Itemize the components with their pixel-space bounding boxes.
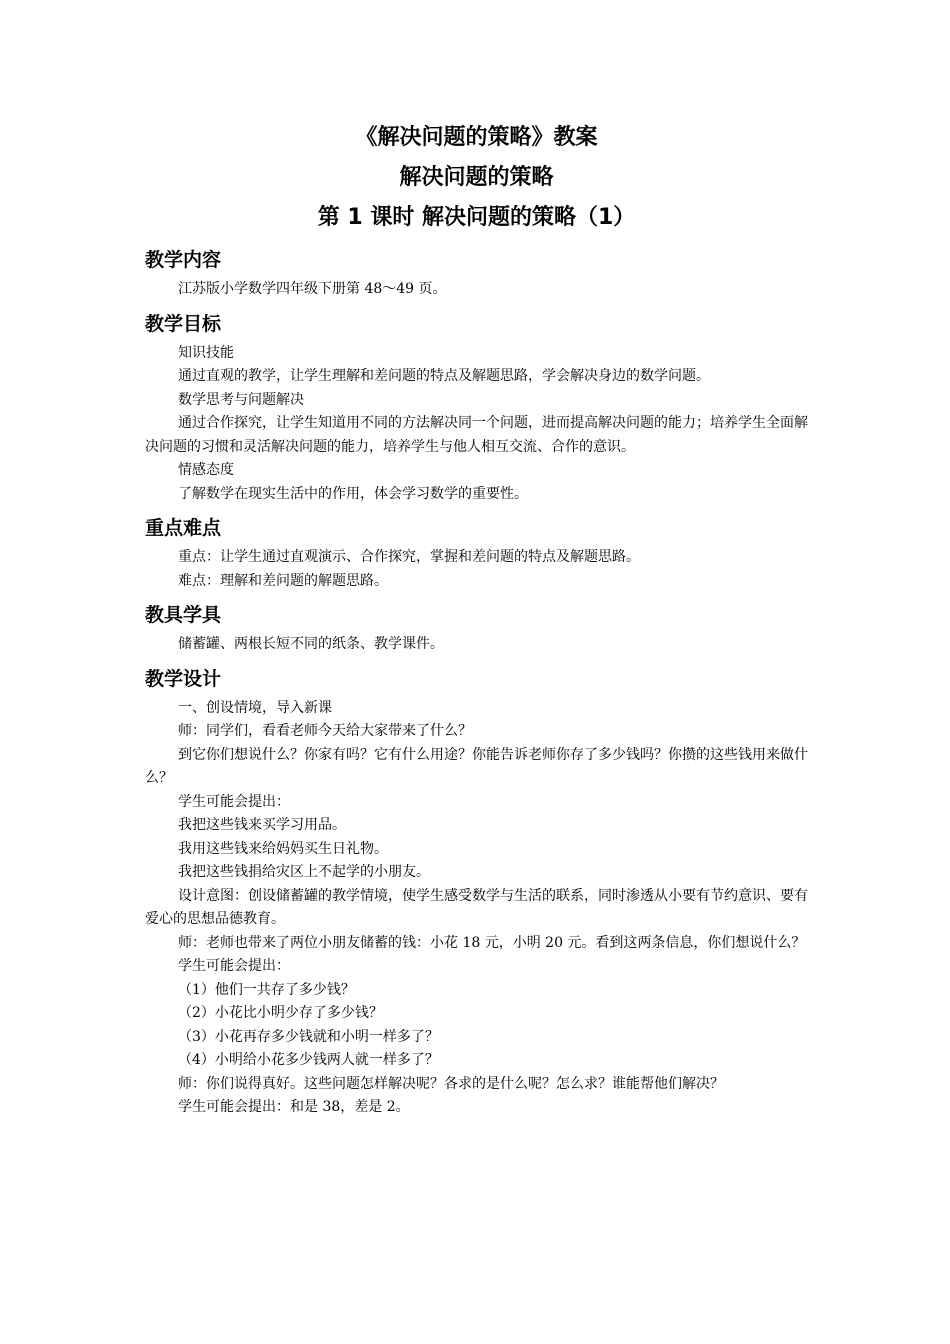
section-heading: 教学内容 xyxy=(145,249,222,271)
paragraph: 我把这些钱来买学习用品。 xyxy=(178,817,346,833)
paragraph: （1）他们一共存了多少钱？ xyxy=(178,981,355,998)
paragraph: 知识技能 xyxy=(178,344,234,361)
section-heading: 教具学具 xyxy=(145,604,222,626)
paragraph: 江苏版小学数学四年级下册第 48～49 页。 xyxy=(178,281,447,297)
paragraph: 我把这些钱捐给灾区上不起学的小朋友。 xyxy=(178,864,430,880)
paragraph: 师：你们说得真好。这些问题怎样解决呢？各求的是什么呢？怎么求？谁能帮他们解决？ xyxy=(178,1075,724,1092)
lesson-title: 第 1 课时 解决问题的策略（1） xyxy=(317,205,636,230)
paragraph: 数学思考与问题解决 xyxy=(178,391,304,408)
paragraph: 师：老师也带来了两位小朋友储蓄的钱：小花 18 元，小明 20 元。看到这两条信息，你们想说什么？ xyxy=(178,934,806,951)
paragraph: 学生可能会提出： xyxy=(178,958,290,974)
section-teaching-design xyxy=(145,665,808,1120)
paragraph: 重点：让学生通过直观演示、合作探究，掌握和差问题的特点及解题思路。 xyxy=(178,549,640,565)
paragraph: 难点：理解和差问题的解题思路。 xyxy=(178,572,388,589)
paragraph: 师：同学们，看看老师今天给大家带来了什么？ xyxy=(178,723,472,739)
paragraph: 情感态度 xyxy=(178,462,234,478)
paragraph: 到它你们想说什么？你家有吗？它有什么用途？你能告诉老师你存了多少钱吗？你攒的这些钱用来做什么？ xyxy=(145,746,808,786)
document-subtitle: 解决问题的策略 xyxy=(399,165,554,190)
section-heading: 教学设计 xyxy=(145,667,222,690)
paragraph: 了解数学在现实生活中的作用，体会学习数学的重要性。 xyxy=(178,485,528,502)
paragraph: 通过合作探究，让学生知道用不同的方法解决同一个问题，进而提高解决问题的能力；培养学生全面解决问题的习惯和灵活解决问题的能力，培养学生与他人相互交流、合作的意识。 xyxy=(145,415,808,455)
paragraph: 我用这些钱来给妈妈买生日礼物。 xyxy=(178,840,388,857)
paragraph: 学生可能会提出：和是 38，差是 2。 xyxy=(178,1099,410,1115)
paragraph: （2）小花比小明少存了多少钱？ xyxy=(178,1005,383,1021)
section-heading: 重点难点 xyxy=(145,517,222,539)
paragraph: 储蓄罐、两根长短不同的纸条、教学课件。 xyxy=(178,636,444,652)
section-key-points xyxy=(145,514,808,593)
paragraph: 设计意图：创设储蓄罐的教学情境，使学生感受数学与生活的联系，同时渗透从小要有节约意识、要有爱心的思想品德教育。 xyxy=(145,887,808,927)
paragraph: 通过直观的教学，让学生理解和差问题的特点及解题思路，学会解决身边的数学问题。 xyxy=(178,368,710,384)
section-teaching-goals xyxy=(145,310,808,507)
paragraph: 学生可能会提出： xyxy=(178,793,290,810)
document-title: 《解决问题的策略》教案 xyxy=(355,125,598,150)
paragraph: （4）小明给小花多少钱两人就一样多了？ xyxy=(178,1052,439,1068)
paragraph: （3）小花再存多少钱就和小明一样多了？ xyxy=(178,1028,439,1045)
section-heading: 教学目标 xyxy=(145,312,222,335)
paragraph: 一、创设情境，导入新课 xyxy=(178,699,332,716)
section-teaching-aids xyxy=(145,601,808,657)
section-teaching-content xyxy=(145,246,808,302)
